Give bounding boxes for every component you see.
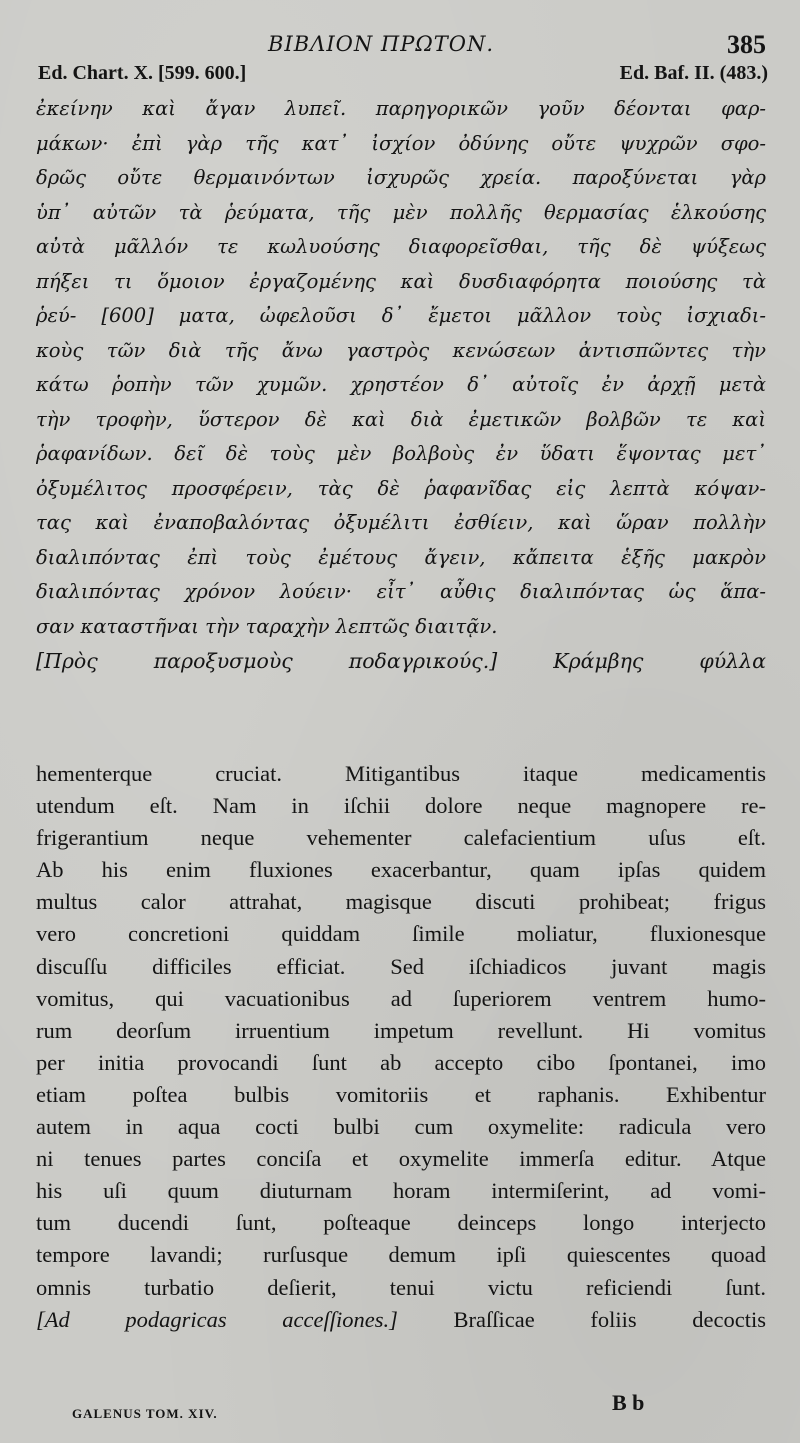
greek-line: τας καὶ ἐναποβαλόντας ὀξυμέλιτι ἐσθίειν, καὶ ὥραν πολλὴν xyxy=(36,511,766,534)
latin-line: discuſſu difficiles efficiat. Sed iſchiadicos juvant magis xyxy=(36,953,766,979)
latin-line: per initia provocandi ſunt ab accepto cibo ſpontanei, imo xyxy=(36,1049,766,1075)
footer-gathering-mark: B b xyxy=(612,1390,645,1415)
greek-line: ῥεύ- [600] ματα, ὠφελοῦσι δ᾽ ἔμετοι μᾶλλον τοὺς ἰσχιαδι- xyxy=(36,304,766,327)
greek-line: ὀξυμέλιτος προσφέρειν, τὰς δὲ ῥαφανῖδας εἰς λεπτὰ κόψαν- xyxy=(36,476,766,500)
greek-line: κοὺς τῶν διὰ τῆς ἄνω γαστρὸς κενώσεων ἀντισπῶντες τὴν xyxy=(36,338,766,362)
greek-section-heading: [Πρὸς παροξυσμοὺς ποδαγρικούς.] Κράμβης φύλλα xyxy=(36,649,766,673)
latin-line: autem in aqua cocti bulbi cum oxymelite: radicula vero xyxy=(36,1114,766,1140)
greek-line: διαλιπόντας χρόνον λούειν· εἶτ᾽ αὖθις διαλιπόντας ὡς ἅπα- xyxy=(36,580,766,603)
latin-line: utendum eſt. Nam in iſchii dolore neque magnopere re- xyxy=(36,793,766,819)
edition-chart-ref: Ed. Chart. X. [599. 600.] xyxy=(38,62,247,84)
latin-line: Ab his enim fluxiones exacerbantur, quam ipſas quidem xyxy=(36,857,766,883)
greek-text-block xyxy=(36,92,766,679)
latin-line: his uſi quum diuturnam horam intermiſerint, ad vomi- xyxy=(36,1178,766,1204)
latin-section-heading xyxy=(36,1304,766,1336)
latin-line: rum deorſum irruentium impetum revellunt. Hi vomitus xyxy=(36,1017,766,1043)
latin-line: frigerantium neque vehementer calefacientium uſus eſt. xyxy=(36,825,766,851)
greek-line: ῥαφανίδων. δεῖ δὲ τοὺς μὲν βολβοὺς ἐν ὕδατι ἕψοντας μετ᾽ xyxy=(36,442,766,465)
latin-line: etiam poſtea bulbis vomitoriis et raphanis. Exhibentur xyxy=(36,1081,766,1107)
greek-line: ὑπ᾽ αὐτῶν τὰ ῥεύματα, τῆς μὲν πολλῆς θερμασίας ἑλκούσης xyxy=(36,200,766,224)
greek-line: τὴν τροφὴν, ὕστερον δὲ καὶ διὰ ἐμετικῶν βολβῶν τε καὶ xyxy=(36,407,766,431)
edition-reference xyxy=(38,62,768,92)
latin-heading-bracket: [Ad podagricas acceſſiones.] xyxy=(36,1306,398,1332)
greek-line: διαλιπόντας ἐπὶ τοὺς ἐμέτους ἄγειν, κἄπειτα ἑξῆς μακρὸν xyxy=(36,545,766,569)
latin-line: tum ducendi ſunt, poſteaque deinceps longo interjecto xyxy=(36,1210,766,1236)
edition-basel-ref: Ed. Baf. II. (483.) xyxy=(619,62,768,84)
latin-line: tempore lavandi; rurſusque demum ipſi quiescentes quoad xyxy=(36,1242,766,1268)
latin-text-block xyxy=(36,758,766,1336)
greek-line: δρῶς οὔτε θερμαινόντων ἰσχυρῶς χρεία. παροξύνεται γὰρ xyxy=(36,166,766,189)
greek-line: ἐκείνην καὶ ἄγαν λυπεῖ. παρηγορικῶν γοῦν δέονται φαρ- xyxy=(36,97,766,120)
page-number: 385 xyxy=(727,30,766,59)
latin-line: multus calor attrahat, magisque discuti prohibeat; frigus xyxy=(36,889,766,915)
page-footer xyxy=(36,1388,766,1428)
latin-line: vero concretioni quiddam ſimile moliatur, fluxionesque xyxy=(36,921,766,947)
latin-line: omnis turbatio deſierit, tenui victu reficiendi ſunt. xyxy=(36,1274,766,1300)
greek-line: κάτω ῥοπὴν τῶν χυμῶν. χρηστέον δ᾽ αὐτοῖς ἐν ἀρχῇ μετὰ xyxy=(36,373,766,396)
greek-line: πήξει τι ὅμοιον ἐργαζομένης καὶ δυσδιαφόρητα ποιούσης τὰ xyxy=(36,269,766,293)
running-title: ΒΙΒΛΙΟΝ ΠΡΩΤΟΝ. xyxy=(268,32,495,56)
latin-heading-rest: Braſſicae foliis decoctis xyxy=(453,1306,766,1332)
footer-volume-signature: GALENUS TOM. XIV. xyxy=(72,1406,218,1421)
latin-line: ni tenues partes conciſa et oxymelite immerſa editur. Atque xyxy=(36,1146,766,1172)
running-head xyxy=(0,30,800,62)
greek-line: σαν καταστῆναι τὴν ταραχὴν λεπτῶς διαιτᾷν. xyxy=(36,614,498,638)
latin-line: hementerque cruciat. Mitigantibus itaque medicamentis xyxy=(36,761,766,786)
greek-line: μάκων· ἐπὶ γὰρ τῆς κατ᾽ ἰσχίον ὀδύνης οὔτε ψυχρῶν σφο- xyxy=(36,131,766,155)
greek-line: αὐτὰ μᾶλλόν τε κωλυούσης διαφορεῖσθαι, τῆς δὲ ψύξεως xyxy=(36,235,766,258)
latin-line: vomitus, qui vacuationibus ad ſuperiorem ventrem humo- xyxy=(36,985,766,1011)
